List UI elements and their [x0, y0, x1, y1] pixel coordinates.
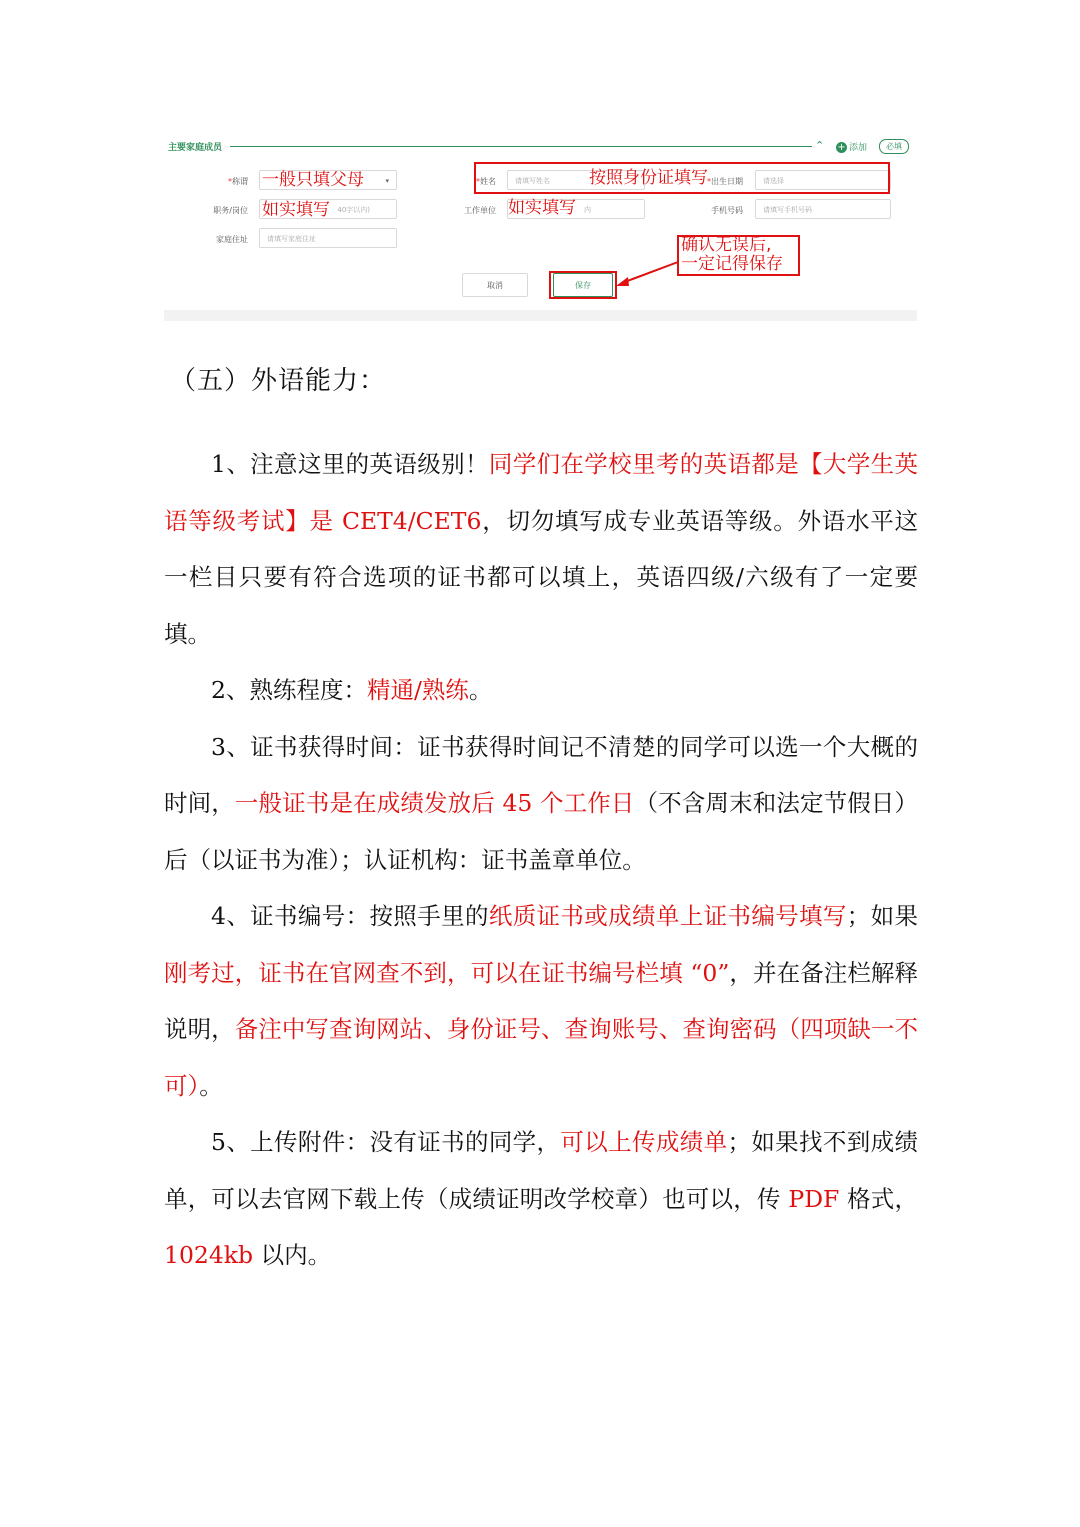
- birth-label: *出生日期: [707, 177, 743, 186]
- position-input[interactable]: 40字以内): [259, 199, 397, 219]
- save-button[interactable]: 保存: [553, 273, 613, 297]
- section-divider: [230, 146, 812, 147]
- address-input[interactable]: 请填写家庭住址: [259, 228, 397, 248]
- name-label: *姓名: [476, 177, 496, 186]
- form-screenshot: [164, 128, 917, 320]
- body-text: [164, 436, 918, 1284]
- name-input[interactable]: 请填写姓名: [507, 170, 645, 190]
- paragraph-4: 4、证书编号：按照手里的纸质证书或成绩单上证书编号填写；如果刚考过，证书在官网查不到，可以在证书编号栏填 “0”，并在备注栏解释说明，备注中写查询网站、身份证号、查询账号、查询密码（四项缺一不可）。: [164, 902, 919, 1100]
- paragraph-2: 2、熟练程度：精通/熟练。: [211, 676, 493, 704]
- address-label: 家庭住址: [216, 235, 248, 244]
- annotation-save-box: [549, 271, 617, 299]
- paragraph-5: 5、上传附件：没有证书的同学，可以上传成绩单；如果找不到成绩单，可以去官网下载上传（成绩证明改学校章）也可以，传 PDF 格式，1024kb 以内。: [164, 1128, 918, 1269]
- section-title: 主要家庭成员: [168, 143, 223, 153]
- phone-input[interactable]: 请填写手机号码: [755, 199, 891, 219]
- birth-input[interactable]: 请选择: [755, 170, 891, 190]
- paragraph-3: 3、证书获得时间：证书获得时间记不清楚的同学可以选一个大概的时间，一般证书是在成绩发放后 45 个工作日（不含周末和法定节假日）后（以证书为准）；认证机构：证书盖章单位。: [164, 732, 919, 874]
- position-label: 职务/岗位: [213, 206, 248, 215]
- workplace-label: 工作单位: [464, 206, 496, 215]
- workplace-input[interactable]: 内: [507, 199, 645, 219]
- plus-circle-icon: +: [837, 142, 846, 153]
- annotation-workplace-note: 如实填写: [508, 198, 576, 218]
- add-button[interactable]: [836, 140, 867, 153]
- form-footer-bar: [164, 310, 917, 321]
- chevron-down-icon: ▾: [385, 177, 389, 185]
- section-heading: （五）外语能力：: [170, 366, 387, 396]
- annotation-name-note: 按照身份证填写: [589, 168, 708, 188]
- annotation-title-note: 一般只填父母: [262, 170, 364, 190]
- required-badge: 必填: [879, 139, 909, 154]
- annotation-position-note: 如实填写: [262, 200, 330, 220]
- chevron-up-icon[interactable]: ⌃: [815, 139, 825, 152]
- title-label: *称谓: [228, 177, 248, 186]
- phone-label: 手机号码: [711, 206, 743, 215]
- paragraph-1: 1、注意这里的英语级别！同学们在学校里考的英语都是【大学生英语等级考试】是 CET4/CET6，切勿填写成专业英语等级。外语水平这一栏目只要有符合选项的证书都可以填上，英语四级/六级有了一定要填。: [164, 450, 919, 648]
- annotation-save-note: 确认无误后, 一定记得保存: [681, 235, 783, 274]
- cancel-button[interactable]: 取消: [462, 273, 528, 297]
- annotation-arrow: [610, 258, 682, 290]
- add-label: 添加: [849, 143, 868, 153]
